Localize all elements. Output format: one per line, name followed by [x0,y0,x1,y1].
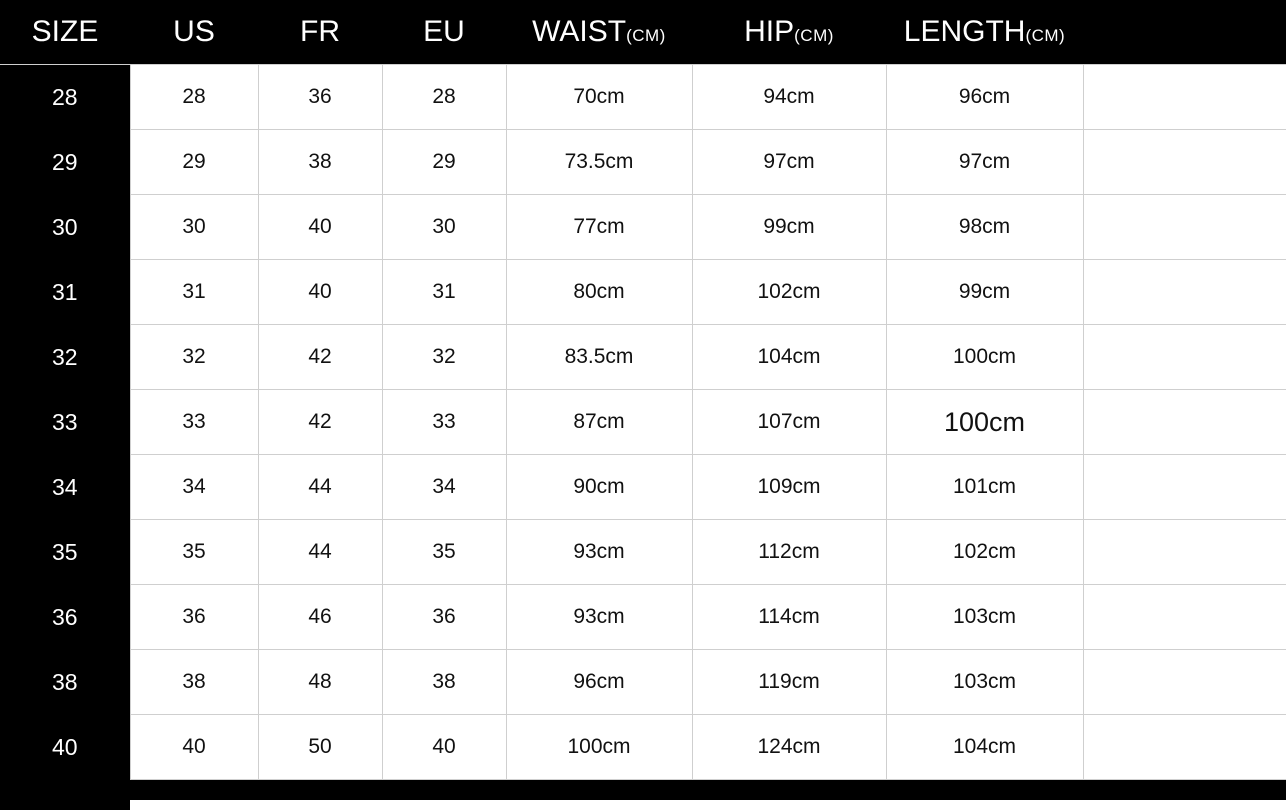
cell-hip: 97cm [692,130,886,195]
cell-waist: 93cm [506,585,692,650]
cell-hip: 94cm [692,65,886,130]
header-label-hip: HIP [744,15,795,48]
header-label-fr: FR [300,15,340,48]
cell-size: 31 [0,260,130,325]
cell-fr: 44 [258,455,382,520]
cell-size: 36 [0,585,130,650]
cell-waist: 80cm [506,260,692,325]
cell-fr: 50 [258,715,382,780]
column-header-eu [382,0,506,65]
header-unit-hip: (CM) [794,26,834,45]
cell-waist: 77cm [506,195,692,260]
cell-fr: 42 [258,325,382,390]
cell-eu: 33 [382,390,506,455]
cell-fr: 44 [258,520,382,585]
table-body [0,65,1286,780]
cell-fr: 46 [258,585,382,650]
cell-us: 30 [130,195,258,260]
column-header-length [886,0,1083,65]
cell-hip: 124cm [692,715,886,780]
cell-size: 32 [0,325,130,390]
cell-eu: 28 [382,65,506,130]
cell-length: 96cm [886,65,1083,130]
cell-eu: 40 [382,715,506,780]
cell-fr: 40 [258,195,382,260]
cell-spacer [1083,325,1286,390]
cell-size: 28 [0,65,130,130]
table-row [0,130,1286,195]
cell-us: 33 [130,390,258,455]
cell-fr: 38 [258,130,382,195]
table-row [0,65,1286,130]
cell-length: 99cm [886,260,1083,325]
header-row [0,0,1286,65]
cell-length: 103cm [886,585,1083,650]
cell-length: 104cm [886,715,1083,780]
cell-spacer [1083,390,1286,455]
cell-us: 32 [130,325,258,390]
column-header-us [130,0,258,65]
cell-waist: 83.5cm [506,325,692,390]
column-header-fr [258,0,382,65]
column-header-size [0,0,130,65]
table-row [0,585,1286,650]
cell-hip: 104cm [692,325,886,390]
header-label-eu: EU [423,15,465,48]
table-row [0,195,1286,260]
cell-size: 35 [0,520,130,585]
table-row [0,715,1286,780]
cell-eu: 34 [382,455,506,520]
cell-us: 31 [130,260,258,325]
cell-us: 36 [130,585,258,650]
cell-fr: 48 [258,650,382,715]
cell-length: 98cm [886,195,1083,260]
cell-waist: 96cm [506,650,692,715]
column-header-spacer [1083,0,1286,65]
cell-eu: 29 [382,130,506,195]
cell-hip: 102cm [692,260,886,325]
cell-waist: 93cm [506,520,692,585]
cell-spacer [1083,455,1286,520]
table-row [0,260,1286,325]
cell-hip: 114cm [692,585,886,650]
cell-length: 97cm [886,130,1083,195]
cell-hip: 107cm [692,390,886,455]
cell-eu: 35 [382,520,506,585]
cell-waist: 90cm [506,455,692,520]
header-unit-waist: (CM) [626,26,666,45]
cell-waist: 70cm [506,65,692,130]
cell-hip: 99cm [692,195,886,260]
cell-spacer [1083,65,1286,130]
bottom-edge-white [130,800,1286,810]
cell-eu: 30 [382,195,506,260]
cell-fr: 36 [258,65,382,130]
cell-fr: 40 [258,260,382,325]
table-row [0,520,1286,585]
cell-us: 28 [130,65,258,130]
cell-us: 35 [130,520,258,585]
cell-hip: 112cm [692,520,886,585]
cell-size: 30 [0,195,130,260]
cell-length: 100cm [886,325,1083,390]
header-label-waist: WAIST [532,15,627,48]
cell-length: 100cm [886,390,1083,455]
cell-us: 38 [130,650,258,715]
table-row [0,390,1286,455]
table-header [0,0,1286,65]
cell-hip: 119cm [692,650,886,715]
cell-size: 33 [0,390,130,455]
cell-spacer [1083,585,1286,650]
cell-fr: 42 [258,390,382,455]
cell-spacer [1083,715,1286,780]
cell-length: 101cm [886,455,1083,520]
cell-eu: 38 [382,650,506,715]
bottom-edge [0,800,1286,810]
header-label-us: US [173,15,215,48]
cell-waist: 100cm [506,715,692,780]
header-label-size: SIZE [31,15,99,48]
cell-us: 34 [130,455,258,520]
cell-eu: 31 [382,260,506,325]
cell-waist: 73.5cm [506,130,692,195]
cell-eu: 36 [382,585,506,650]
cell-length: 103cm [886,650,1083,715]
cell-eu: 32 [382,325,506,390]
cell-spacer [1083,130,1286,195]
cell-spacer [1083,260,1286,325]
cell-waist: 87cm [506,390,692,455]
cell-size: 34 [0,455,130,520]
column-header-hip [692,0,886,65]
cell-size: 40 [0,715,130,780]
column-header-waist [506,0,692,65]
cell-size: 29 [0,130,130,195]
cell-hip: 109cm [692,455,886,520]
table-row [0,650,1286,715]
table-row [0,455,1286,520]
cell-us: 29 [130,130,258,195]
table-row [0,325,1286,390]
cell-spacer [1083,520,1286,585]
cell-spacer [1083,195,1286,260]
header-label-length: LENGTH [903,15,1026,48]
cell-us: 40 [130,715,258,780]
cell-size: 38 [0,650,130,715]
cell-spacer [1083,650,1286,715]
cell-length: 102cm [886,520,1083,585]
header-unit-length: (CM) [1025,26,1066,45]
